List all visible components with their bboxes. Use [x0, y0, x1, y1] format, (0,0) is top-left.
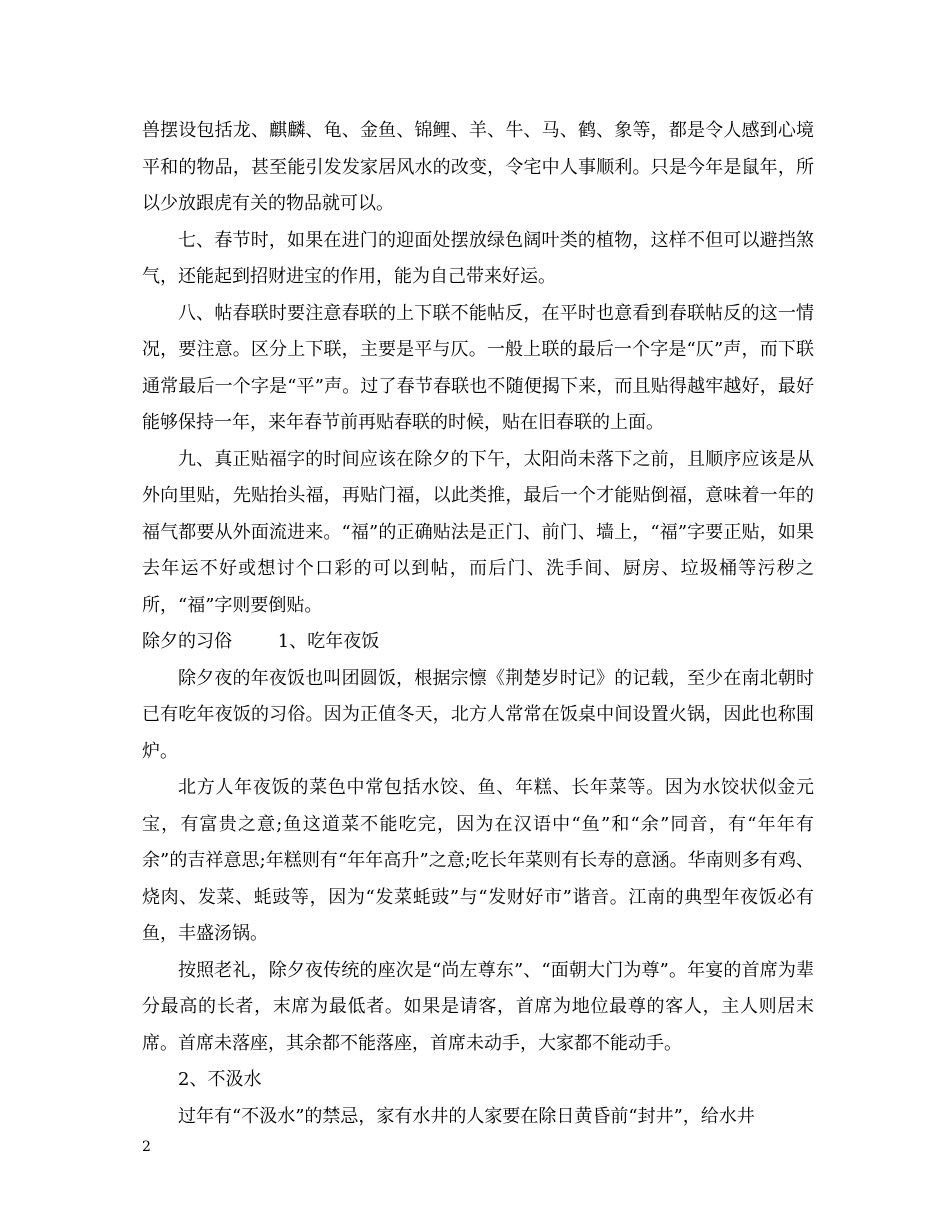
paragraph-item-nine: 九、真正贴福字的时间应该在除夕的下午，太阳尚未落下之前，且顺序应该是从外向里贴，先贴抬头福，再贴门福，以此类推，最后一个才能贴倒福，意味着一年的福气都要从外面流进来。“福”的正确贴法是正门、前门、墙上，“福”字要正贴，如果去年运不好或想讨个口彩的可以到帖，而后门、洗手间、厨房、垃圾桶等污秽之所，“福”字则要倒贴。 — [142, 448, 814, 616]
section-title: 除夕的习俗 — [142, 631, 232, 652]
document-body — [142, 113, 814, 1135]
paragraph-seating-etiquette: 按照老礼，除夕夜传统的座次是“尚左尊东”、“面朝大门为尊”。年宴的首席为辈分最高的长者，末席为最低者。如果是请客，首席为地位最尊的客人，主人则居末席。首席未落座，其余都不能落座，首席未动手，大家都不能动手。 — [142, 959, 814, 1054]
section-heading-line — [142, 624, 814, 661]
subsection-title-2: 2、不汲水 — [178, 1069, 262, 1090]
page-number: 2 — [142, 1139, 151, 1155]
paragraph-item-seven: 七、春节时，如果在进门的迎面处摆放绿色阔叶类的植物，这样不但可以避挡煞气，还能起到招财进宝的作用，能为自己带来好运。 — [142, 229, 814, 287]
paragraph-water-taboo: 过年有“不汲水”的禁忌，家有水井的人家要在除日黄昏前“封井”，给水井 — [178, 1105, 755, 1127]
paragraph-item-eight: 八、帖春联时要注意春联的上下联不能帖反，在平时也意看到春联帖反的这一情况，要注意。区分上下联，主要是平与仄。一般上联的最后一个字是“仄”声，而下联通常最后一个字是“平”声。过了春节春联也不随便揭下来，而且贴得越牢越好，最好能够保持一年，来年春节前再贴春联的时候，贴在旧春联的上面。 — [142, 302, 814, 433]
paragraph-reunion-dinner: 除夕夜的年夜饭也叫团圆饭，根据宗懔《荆楚岁时记》的记载，至少在南北朝时已有吃年夜饭的习俗。因为正值冬天，北方人常常在饭桌中间设置火锅，因此也称围炉。 — [142, 667, 814, 762]
subsection-title-1: 1、吃年夜饭 — [277, 631, 380, 652]
paragraph-dinner-dishes: 北方人年夜饭的菜色中常包括水饺、鱼、年糕、长年菜等。因为水饺状似金元宝，有富贵之意;鱼这道菜不能吃完，因为在汉语中“鱼”和“余”同音，有“年年有余”的吉祥意思;年糕则有“年年高升”之意;吃长年菜则有长寿的意涵。华南则多有鸡、烧肉、发菜、蚝豉等，因为“发菜蚝豉”与“发财好市”谐音。江南的典型年夜饭必有鱼，丰盛汤锅。 — [142, 777, 814, 944]
paragraph-animal-ornaments: 兽摆设包括龙、麒麟、龟、金鱼、锦鲤、羊、牛、马、鹤、象等，都是令人感到心境平和的物品，甚至能引发发家居风水的改变，令宅中人事顺利。只是今年是鼠年，所以少放跟虎有关的物品就可以。 — [142, 120, 814, 214]
